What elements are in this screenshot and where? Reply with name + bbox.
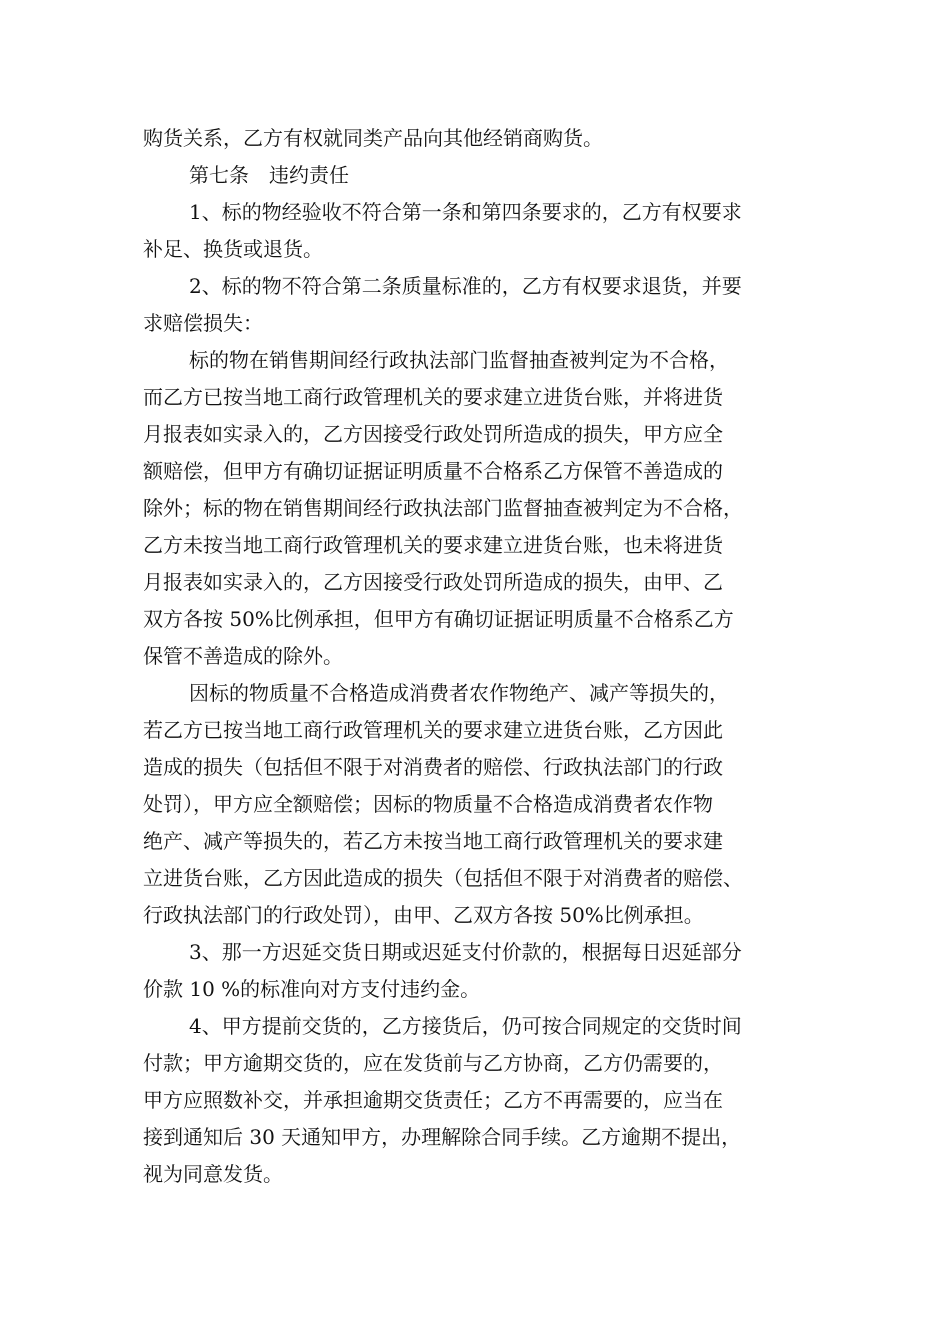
text-line: 保管不善造成的除外。 xyxy=(143,644,343,668)
text-line: 视为同意发货。 xyxy=(143,1162,283,1186)
text-line: 处罚），甲方应全额赔偿；因标的物质量不合格造成消费者农作物 xyxy=(143,792,713,816)
text-line: 补足、换货或退货。 xyxy=(143,237,323,261)
text-line: 额赔偿，但甲方有确切证据证明质量不合格系乙方保管不善造成的 xyxy=(143,459,723,483)
text-line: 甲方应照数补交，并承担逾期交货责任；乙方不再需要的，应当在 xyxy=(143,1088,723,1112)
text-line: 1、标的物经验收不符合第一条和第四条要求的，乙方有权要求 xyxy=(189,200,742,224)
text-line: 立进货台账，乙方因此造成的损失（包括但不限于对消费者的赔偿、 xyxy=(143,866,743,890)
text-line: 2、标的物不符合第二条质量标准的，乙方有权要求退货，并要 xyxy=(189,274,742,298)
text-line: 接到通知后 30 天通知甲方，办理解除合同手续。乙方逾期不提出， xyxy=(143,1125,742,1149)
text-line: 双方各按 50%比例承担，但甲方有确切证据证明质量不合格系乙方 xyxy=(143,607,734,631)
text-line: 行政执法部门的行政处罚），由甲、乙双方各按 50%比例承担。 xyxy=(143,903,704,927)
text-line: 乙方未按当地工商行政管理机关的要求建立进货台账，也未将进货 xyxy=(143,533,723,557)
text-line: 求赔偿损失： xyxy=(143,311,263,335)
text-line: 标的物在销售期间经行政执法部门监督抽查被判定为不合格， xyxy=(189,348,729,372)
text-line: 因标的物质量不合格造成消费者农作物绝产、减产等损失的， xyxy=(189,681,729,705)
text-line: 月报表如实录入的，乙方因接受行政处罚所造成的损失，甲方应全 xyxy=(143,422,723,446)
text-line: 月报表如实录入的，乙方因接受行政处罚所造成的损失，由甲、乙 xyxy=(143,570,723,594)
text-line: 除外；标的物在销售期间经行政执法部门监督抽查被判定为不合格， xyxy=(143,496,743,520)
text-line: 付款；甲方逾期交货的，应在发货前与乙方协商，乙方仍需要的， xyxy=(143,1051,723,1075)
text-line: 绝产、减产等损失的，若乙方未按当地工商行政管理机关的要求建 xyxy=(143,829,723,853)
text-line: 购货关系，乙方有权就同类产品向其他经销商购货。 xyxy=(143,126,603,150)
text-line: 若乙方已按当地工商行政管理机关的要求建立进货台账，乙方因此 xyxy=(143,718,723,742)
text-line: 4、甲方提前交货的，乙方接货后，仍可按合同规定的交货时间 xyxy=(189,1014,742,1038)
text-line: 而乙方已按当地工商行政管理机关的要求建立进货台账，并将进货 xyxy=(143,385,723,409)
text-line: 3、那一方迟延交货日期或迟延支付价款的，根据每日迟延部分 xyxy=(189,940,742,964)
text-line: 造成的损失（包括但不限于对消费者的赔偿、行政执法部门的行政 xyxy=(143,755,723,779)
article-heading: 第七条 违约责任 xyxy=(189,163,349,187)
text-line: 价款 10 %的标准向对方支付违约金。 xyxy=(143,977,481,1001)
